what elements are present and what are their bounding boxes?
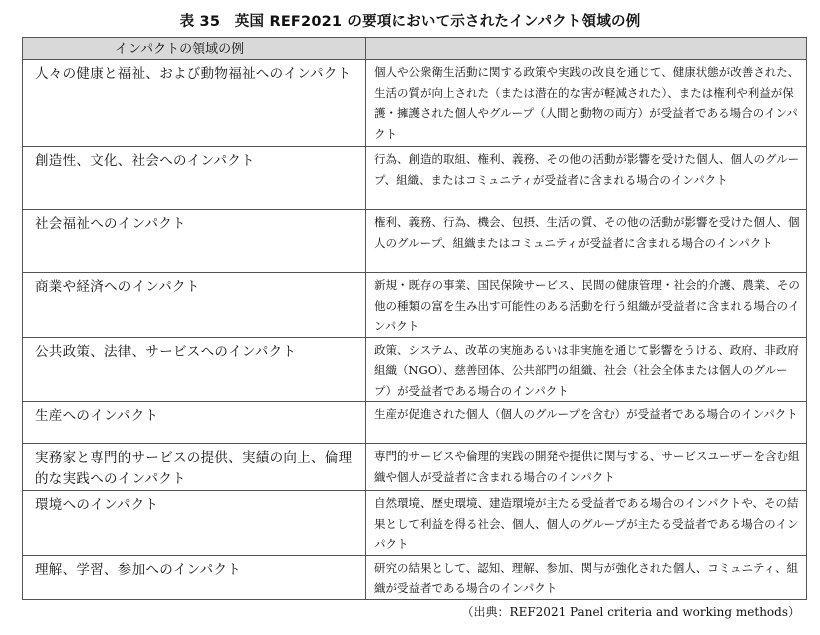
domain-cell: 社会福祉へのインパクト — [23, 210, 366, 273]
source-citation: （出典：REF2021 Panel criteria and working methods） — [461, 605, 800, 619]
table-row — [23, 60, 807, 147]
domain-cell: 創造性、文化、社会へのインパクト — [23, 147, 366, 210]
domain-cell: 公共政策、法律、サービスへのインパクト — [23, 337, 366, 402]
header-description — [366, 38, 807, 60]
table-row — [23, 210, 807, 273]
header-domain: インパクトの領域の例 — [23, 38, 366, 60]
domain-cell: 商業や経済へのインパクト — [23, 273, 366, 338]
description-cell: 研究の結果として、認知、理解、参加、関与が強化された個人、コミュニティ、組織が受益者である場合のインパクト — [366, 555, 807, 599]
table-header-row — [23, 38, 807, 60]
table-row — [23, 555, 807, 599]
table-row — [23, 337, 807, 402]
description-cell: 行為、創造的取組、権利、義務、その他の活動が影響を受けた個人、個人のグループ、組織、またはコミュニティが受益者に含まれる場合のインパクト — [366, 147, 807, 210]
impact-domains-table — [22, 37, 807, 600]
table-row — [23, 147, 807, 210]
description-cell: 権利、義務、行為、機会、包摂、生活の質、その他の活動が影響を受けた個人、個人のグループ、組織またはコミュニティが受益者に含まれる場合のインパクト — [366, 210, 807, 273]
table-title: 表 35 英国 REF2021 の要項において示されたインパクト領域の例 — [179, 14, 641, 30]
domain-cell: 環境へのインパクト — [23, 491, 366, 556]
table-row — [23, 402, 807, 444]
description-cell: 新規・既存の事業、国民保険サービス、民間の健康管理・社会的介護、農業、その他の種類の富を生み出す可能性のある活動を行う組織が受益者に含まれる場合のインパクト — [366, 273, 807, 338]
description-cell: 個人や公衆衛生活動に関する政策や実践の改良を通じて、健康状態が改善された、生活の質が向上された（または潜在的な害が軽減された）、または権利や利益が保護・擁護された個人やグループ（人間と動物の両方）が受益者である場合のインパクト — [366, 60, 807, 147]
description-cell: 生産が促進された個人（個人のグループを含む）が受益者である場合のインパクト — [366, 402, 807, 444]
description-cell: 自然環境、歴史環境、建造環境が主たる受益者である場合のインパクトや、その結果として利益を得る社会、個人、個人のグループが主たる受益者である場合のインパクト — [366, 491, 807, 556]
description-cell: 政策、システム、改革の実施あるいは非実施を通じて影響をうける、政府、非政府組織（NGO）、慈善団体、公共部門の組織、社会（社会全体または個人のグループ）が受益者である場合のインパクト — [366, 337, 807, 402]
table-row — [23, 444, 807, 491]
domain-cell: 実務家と専門的サービスの提供、実績の向上、倫理的な実践へのインパクト — [23, 444, 366, 491]
description-cell: 専門的サービスや倫理的実践の開発や提供に関与する、サービスユーザーを含む組織や個人が受益者に含まれる場合のインパクト — [366, 444, 807, 491]
domain-cell: 生産へのインパクト — [23, 402, 366, 444]
table-row — [23, 273, 807, 338]
domain-cell: 人々の健康と福祉、および動物福祉へのインパクト — [23, 60, 366, 147]
domain-cell: 理解、学習、参加へのインパクト — [23, 555, 366, 599]
table-row — [23, 491, 807, 556]
